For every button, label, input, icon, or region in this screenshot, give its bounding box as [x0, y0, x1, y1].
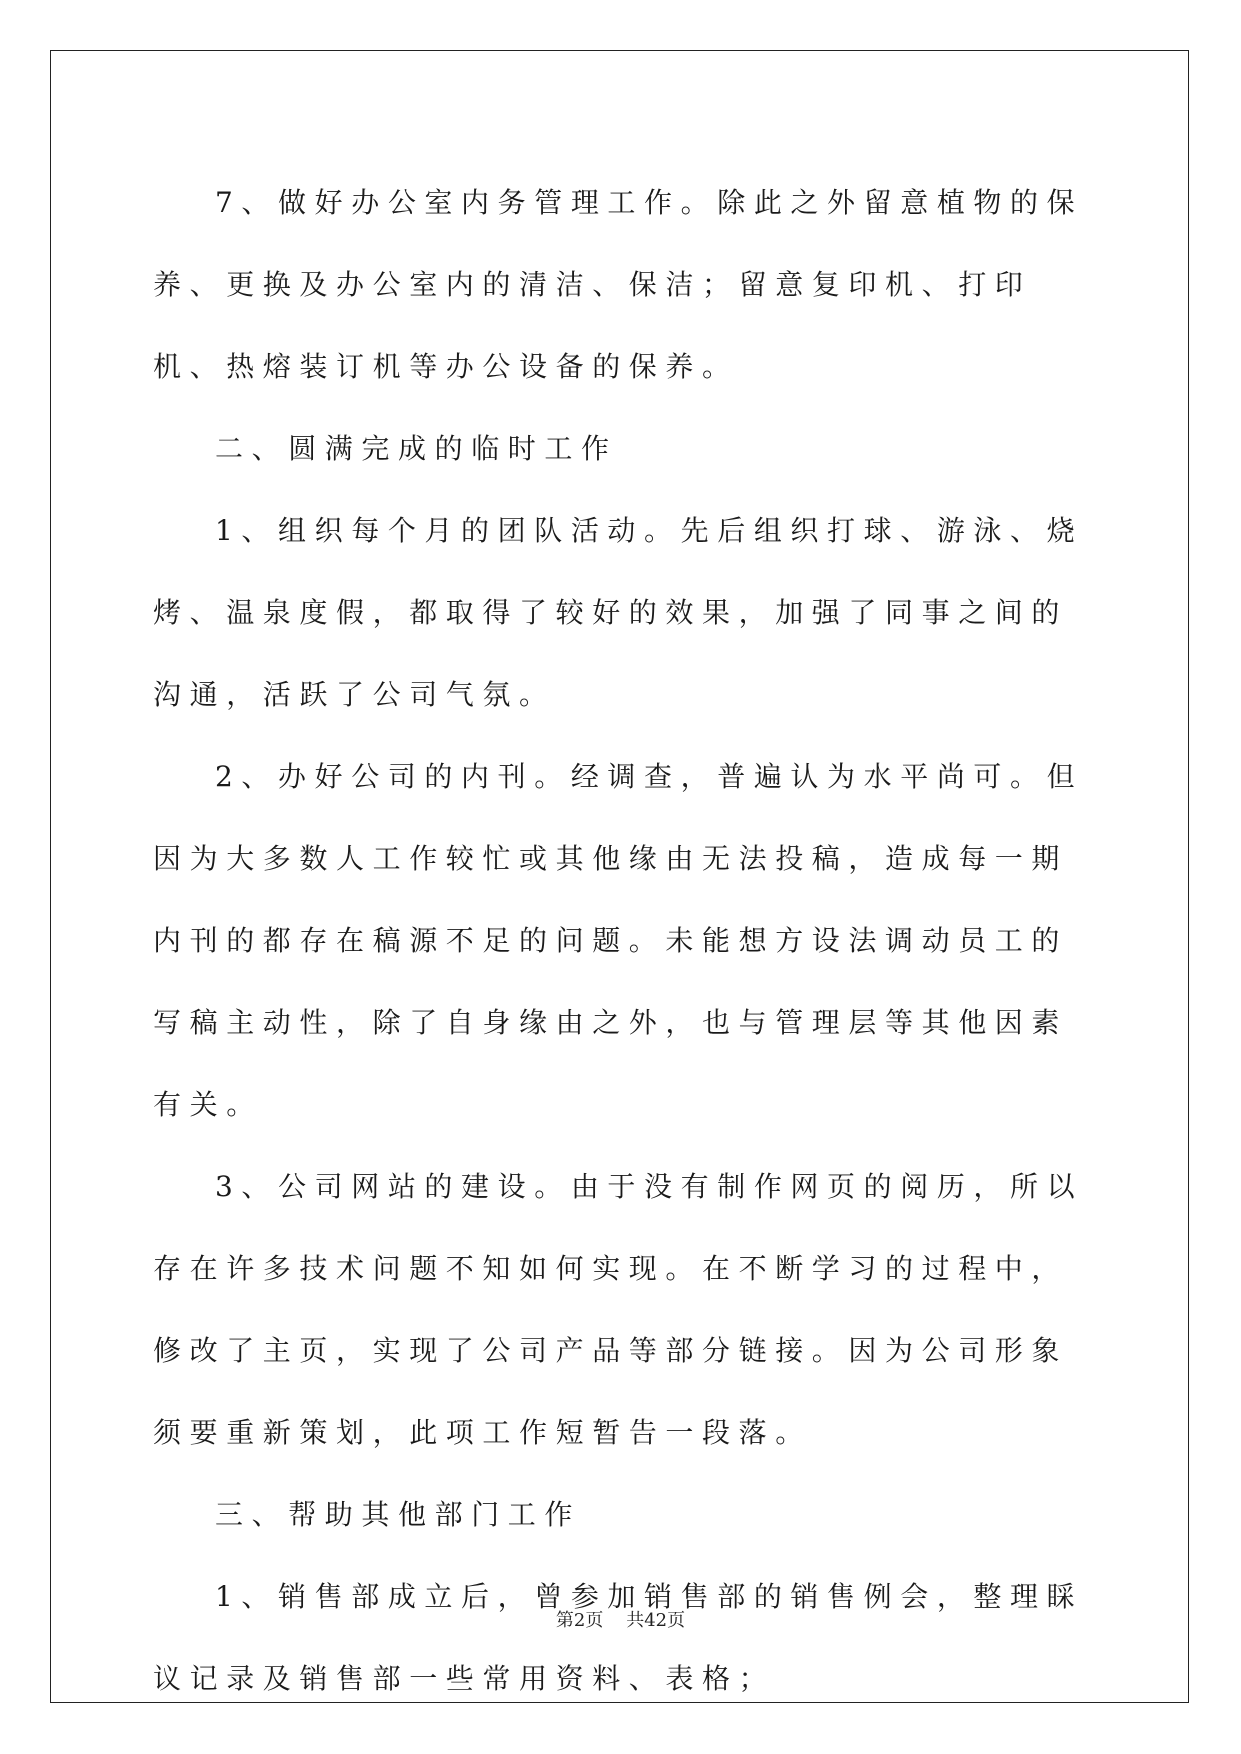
- page-number: 第2页: [555, 1610, 604, 1631]
- total-pages: 共42页: [626, 1610, 686, 1631]
- paragraph-sales-department: 1、销售部成立后，曾参加销售部的销售例会，整理睬议记录及销售部一些常用资料、表格；: [153, 1580, 1084, 1695]
- section-heading-help-other-departments: 三、帮助其他部门工作: [215, 1498, 582, 1531]
- paragraph-internal-journal: 2、办好公司的内刊。经调查，普遍认为水平尚可。但因为大多数人工作较忙或其他缘由无法投稿，造成每一期内刊的都存在稿源不足的问题。未能想方设法调动员工的写稿主动性，除了自身缘由之外，也与管理层等其他因素有关。: [153, 760, 1084, 1121]
- paragraph-team-activities: 1、组织每个月的团队活动。先后组织打球、游泳、烧烤、温泉度假，都取得了较好的效果，加强了同事之间的沟通，活跃了公司气氛。: [153, 514, 1084, 711]
- document-body: [153, 162, 1093, 1720]
- paragraph-website-building: 3、公司网站的建设。由于没有制作网页的阅历，所以存在许多技术问题不知如何实现。在不断学习的过程中，修改了主页，实现了公司产品等部分链接。因为公司形象须要重新策划，此项工作短暂告一段落。: [153, 1170, 1084, 1449]
- section-heading-temporary-work: 二、圆满完成的临时工作: [215, 432, 618, 465]
- page-footer: [0, 1606, 1241, 1632]
- paragraph-office-management: 7、做好办公室内务管理工作。除此之外留意植物的保养、更换及办公室内的清洁、保洁；留意复印机、打印机、热熔装订机等办公设备的保养。: [153, 186, 1084, 383]
